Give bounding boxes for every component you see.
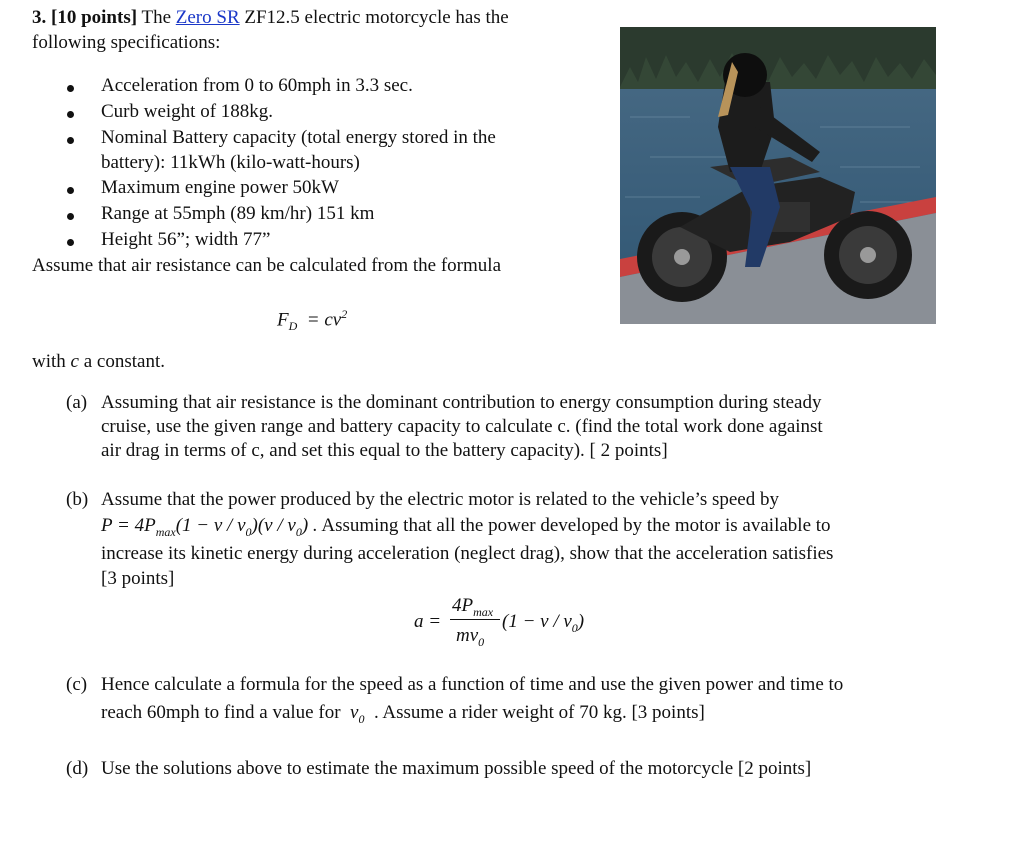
bullet: [67, 111, 74, 118]
part-a-label: (a): [66, 392, 88, 413]
question-heading: [32, 6, 509, 30]
with-c-text: with c a constant.: [32, 351, 165, 372]
heading-line-2: following specifications:: [32, 32, 221, 53]
drag-formula: $F_D = cv^2$: [277, 307, 348, 334]
spec-item: Height 56”; width 77”: [101, 229, 271, 250]
heading-text-rest: ZF12.5 electric motorcycle has the: [244, 7, 509, 28]
part-b-line-with-equation: $P = 4P_{max}(1 - v / v_0)(v / v_0)$ . Assuming that all the power developed by the motor is available to: [101, 515, 831, 539]
part-c-line: Hence calculate a formula for the speed as a function of time and use the given power and time to: [101, 674, 844, 695]
part-b-label: (b): [66, 489, 89, 510]
spec-item: Curb weight of 188kg.: [101, 101, 274, 122]
question-number: 3. [10 points]: [32, 7, 138, 28]
bullet: [67, 85, 74, 92]
part-c-label: (c): [66, 674, 88, 695]
bullet: [67, 213, 74, 220]
bullet: [67, 187, 74, 194]
part-c-line-2: reach 60mph to find a value for $v_0$ . Assume a rider weight of 70 kg. [3 points]: [101, 702, 705, 726]
bullet: [67, 137, 74, 144]
accel-tail: $(1 - v / v_0)$: [502, 611, 585, 635]
part-b-line: increase its kinetic energy during acceleration (neglect drag), show that the acceleration satisfies: [101, 543, 834, 564]
v0-symbol: $v_0$: [350, 702, 365, 726]
part-a-line: Assuming that air resistance is the dominant contribution to energy consumption during steady: [101, 392, 822, 413]
part-a-line: air drag in terms of c, and set this equal to the battery capacity). [ 2 points]: [101, 440, 668, 461]
bullet: [67, 239, 74, 246]
accel-denominator: $mv_0$: [456, 625, 485, 649]
part-d-line: Use the solutions above to estimate the maximum possible speed of the motorcycle [2 points]: [101, 758, 812, 779]
part-a-line: cruise, use the given range and battery capacity to calculate c. (find the total work done against: [101, 416, 823, 437]
spec-item: Range at 55mph (89 km/hr) 151 km: [101, 203, 375, 224]
accel-lhs: a =: [414, 611, 442, 632]
motorcycle-photo: [620, 27, 936, 324]
heading-text: The: [141, 7, 172, 28]
spec-item: Maximum engine power 50kW: [101, 177, 339, 198]
part-b-line: [3 points]: [101, 568, 175, 589]
zero-sr-link[interactable]: Zero SR: [175, 7, 240, 28]
accel-numerator: $4P_{max}$: [452, 595, 494, 619]
spec-item-continued: battery): 11kWh (kilo-watt-hours): [101, 152, 360, 173]
power-equation: $P = 4P_{max}(1 - v / v_0)(v / v_0)$ .: [101, 515, 318, 539]
spec-item: Acceleration from 0 to 60mph in 3.3 sec.: [101, 75, 413, 96]
part-d-label: (d): [66, 758, 89, 779]
spec-item: Nominal Battery capacity (total energy stored in the: [101, 127, 496, 148]
assume-text: Assume that air resistance can be calculated from the formula: [32, 255, 501, 276]
fraction-bar: [450, 619, 500, 620]
part-b-line: Assume that the power produced by the electric motor is related to the vehicle’s speed by: [101, 489, 779, 510]
